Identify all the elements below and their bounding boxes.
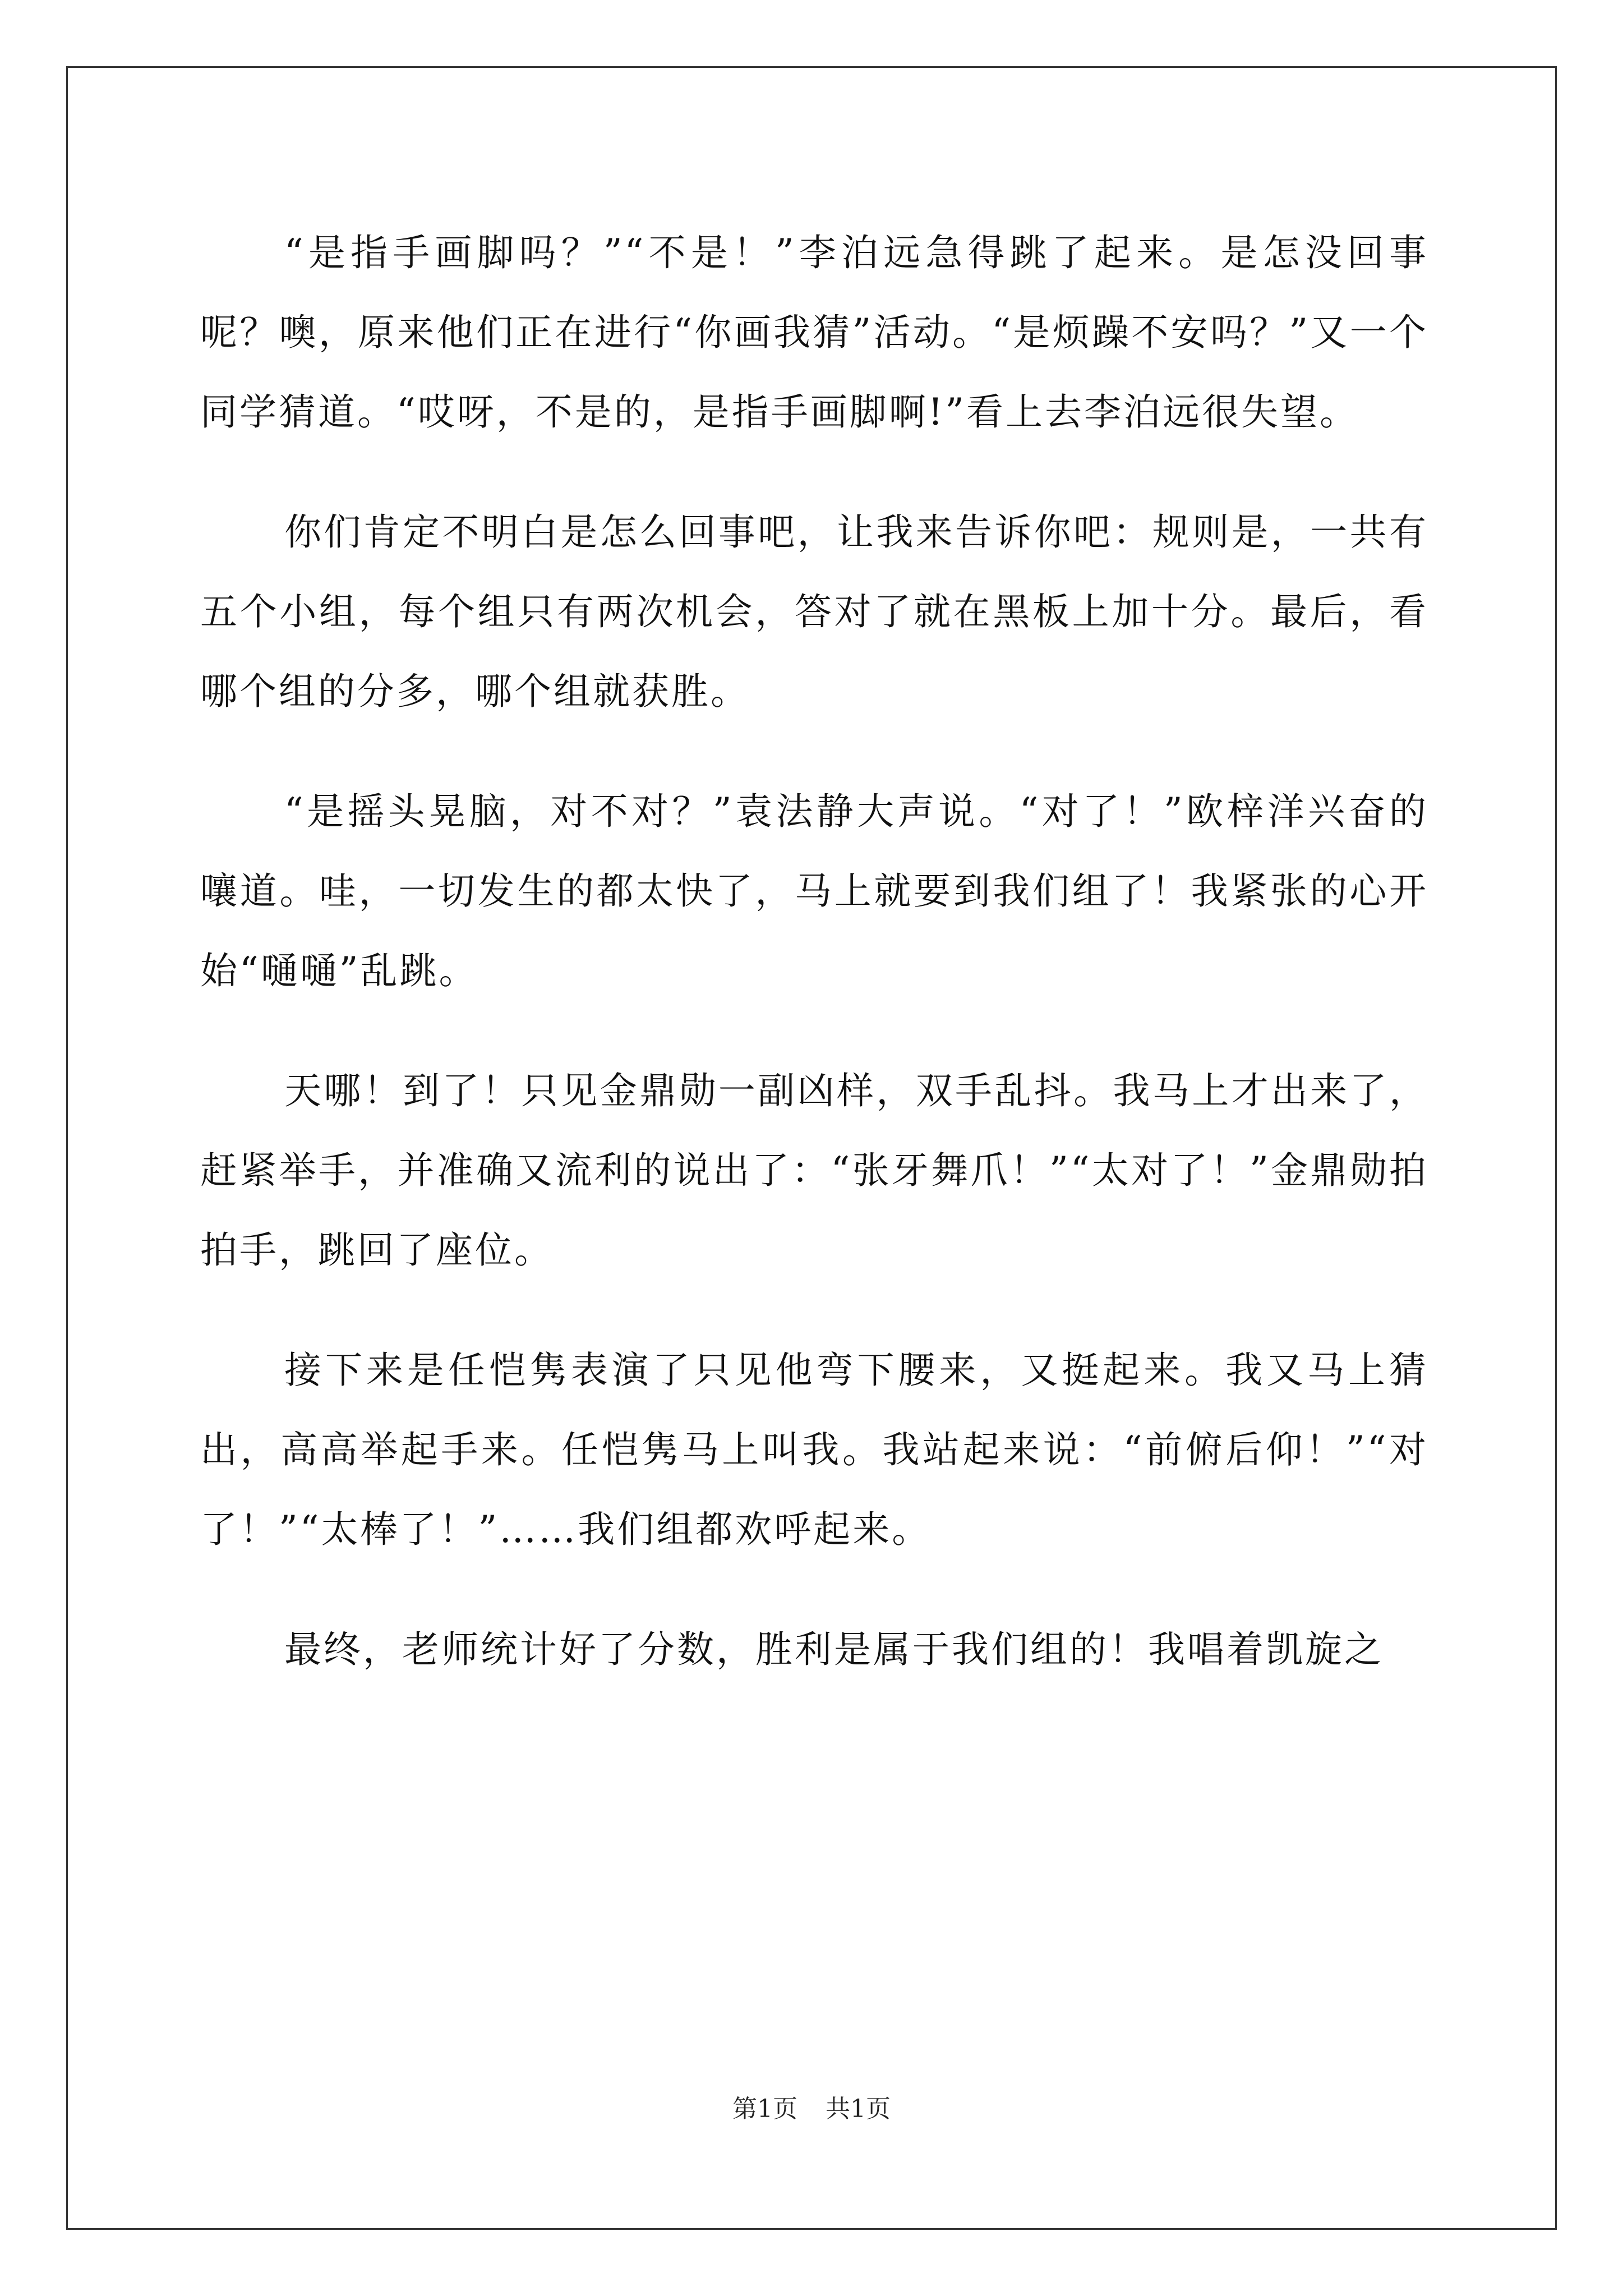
page-footer — [0, 2092, 1623, 2126]
paragraph: 最终，老师统计好了分数，胜利是属于我们组的！我唱着凯旋之 — [284, 1628, 1384, 1671]
paragraph: “是指手画脚吗？”“不是！”李泊远急得跳了起来。是怎没回事呢？噢，原来他们正在进行“你画我猜”活动。“是烦躁不安吗？”又一个同学猜道。“哎呀，不是的，是指手画脚啊!”看上去李泊远很失望。 — [200, 231, 1428, 434]
document-body — [200, 213, 1428, 1690]
paragraph: 你们肯定不明白是怎么回事吧，让我来告诉你吧：规则是，一共有五个小组，每个组只有两次机会，答对了就在黑板上加十分。最后，看哪个组的分多，哪个组就获胜。 — [200, 510, 1428, 713]
page-number: 第1页 — [732, 2095, 797, 2123]
paragraph: 天哪！到了！只见金鼎勋一副凶样，双手乱抖。我马上才出来了，赶紧举手，并准确又流利的说出了：“张牙舞爪！”“太对了！”金鼎勋拍拍手，跳回了座位。 — [200, 1069, 1428, 1272]
paragraph: “是摇头晃脑，对不对？”袁法静大声说。“对了！”欧梓洋兴奋的嚷道。哇，一切发生的都太快了，马上就要到我们组了！我紧张的心开始“嗵嗵”乱跳。 — [200, 790, 1428, 992]
paragraph: 接下来是任恺隽表演了只见他弯下腰来，又挺起来。我又马上猜出，高高举起手来。任恺隽马上叫我。我站起来说：“前俯后仰！”“对了！”“太棒了！”……我们组都欢呼起来。 — [200, 1349, 1428, 1551]
page-total: 共1页 — [826, 2095, 891, 2123]
